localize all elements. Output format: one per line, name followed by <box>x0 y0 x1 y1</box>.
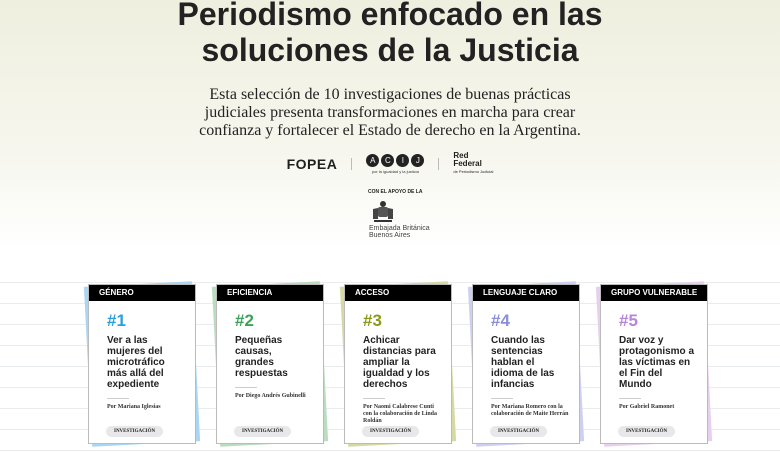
story-card[interactable] <box>344 284 452 444</box>
card-author: Por Diego Andrés Gubinelli <box>235 393 306 399</box>
acij-letter: I <box>396 154 409 167</box>
title-line: soluciones de la Justicia <box>201 32 579 68</box>
story-card[interactable] <box>216 284 324 444</box>
subtitle-line: confianza y fortalecer el Estado de derecho en la Argentina. <box>199 122 581 139</box>
card-title[interactable]: Cuando las sentencias hablan el idioma de las infancias <box>491 335 555 390</box>
card-category: GÉNERO <box>89 285 195 301</box>
card-title[interactable]: Ver a las mujeres del microtráfico más allá del expediente <box>107 335 165 390</box>
card-body[interactable] <box>88 284 196 444</box>
partner-logos <box>0 152 780 176</box>
card-number: #5 <box>619 311 638 330</box>
embassy-logo-text <box>369 225 430 239</box>
card-number: #4 <box>491 311 510 330</box>
divider <box>619 398 641 399</box>
emb-text: Embajada Británica <box>369 225 430 232</box>
divider <box>351 158 352 170</box>
card-body[interactable] <box>600 284 708 444</box>
card-category: ACCESO <box>345 285 451 301</box>
support-label: CON EL APOYO DE LA <box>368 189 423 195</box>
card-badge: INVESTIGACIÓN <box>106 426 163 437</box>
subtitle-line: Esta selección de 10 investigaciones de buenas prácticas <box>209 86 571 103</box>
acij-letter: C <box>381 154 394 167</box>
red-text: Red <box>453 151 469 160</box>
card-author: Por Naomi Calabrese Cunti con la colaboración de Linda Roldán <box>363 404 438 424</box>
card-body[interactable] <box>216 284 324 444</box>
card-badge: INVESTIGACIÓN <box>362 426 419 437</box>
card-title[interactable]: Pequeñas causas, grandes respuestas <box>235 335 288 379</box>
fopea-logo: FOPEA <box>286 156 338 172</box>
red-text: Federal <box>453 159 482 168</box>
story-card[interactable] <box>600 284 708 444</box>
card-badge: INVESTIGACIÓN <box>618 426 675 437</box>
card-badge: INVESTIGACIÓN <box>234 426 291 437</box>
page-title <box>0 0 780 68</box>
acij-letter: J <box>411 154 424 167</box>
card-body[interactable] <box>472 284 580 444</box>
red-text: de Periodismo Judicial <box>453 169 494 174</box>
card-number: #3 <box>363 311 382 330</box>
red-federal-logo <box>453 152 493 176</box>
card-author: Por Gabriel Ramonet <box>619 404 675 410</box>
emb-text: Buenos Aires <box>369 232 411 239</box>
card-category: LENGUAJE CLARO <box>473 285 579 301</box>
card-title[interactable]: Achicar distancias para ampliar la igualdad y los derechos <box>363 335 436 390</box>
divider <box>438 158 439 170</box>
divider <box>235 387 257 388</box>
story-card[interactable] <box>88 284 196 444</box>
card-body[interactable] <box>344 284 452 444</box>
royal-crest-icon <box>370 199 396 223</box>
card-number: #1 <box>107 311 126 330</box>
card-number: #2 <box>235 311 254 330</box>
acij-logo <box>366 154 424 174</box>
card-author: Por Mariana Romero con la colaboración de Maite Herrán <box>491 404 569 417</box>
subtitle-line: judiciales presenta transformaciones en marcha para crear <box>204 104 576 121</box>
divider <box>491 398 513 399</box>
acij-letter: A <box>366 154 379 167</box>
acij-tagline: por la igualdad y la justicia <box>371 169 419 174</box>
card-author: Por Mariana Iglesias <box>107 404 161 410</box>
card-category: GRUPO VULNERABLE <box>601 285 707 301</box>
divider <box>107 398 129 399</box>
card-badge: INVESTIGACIÓN <box>490 426 547 437</box>
subtitle <box>0 86 780 140</box>
divider <box>363 398 385 399</box>
story-card[interactable] <box>472 284 580 444</box>
card-title[interactable]: Dar voz y protagonismo a las víctimas en el Fin del Mundo <box>619 335 695 390</box>
title-line: Periodismo enfocado en las <box>177 0 603 32</box>
card-category: EFICIENCIA <box>217 285 323 301</box>
